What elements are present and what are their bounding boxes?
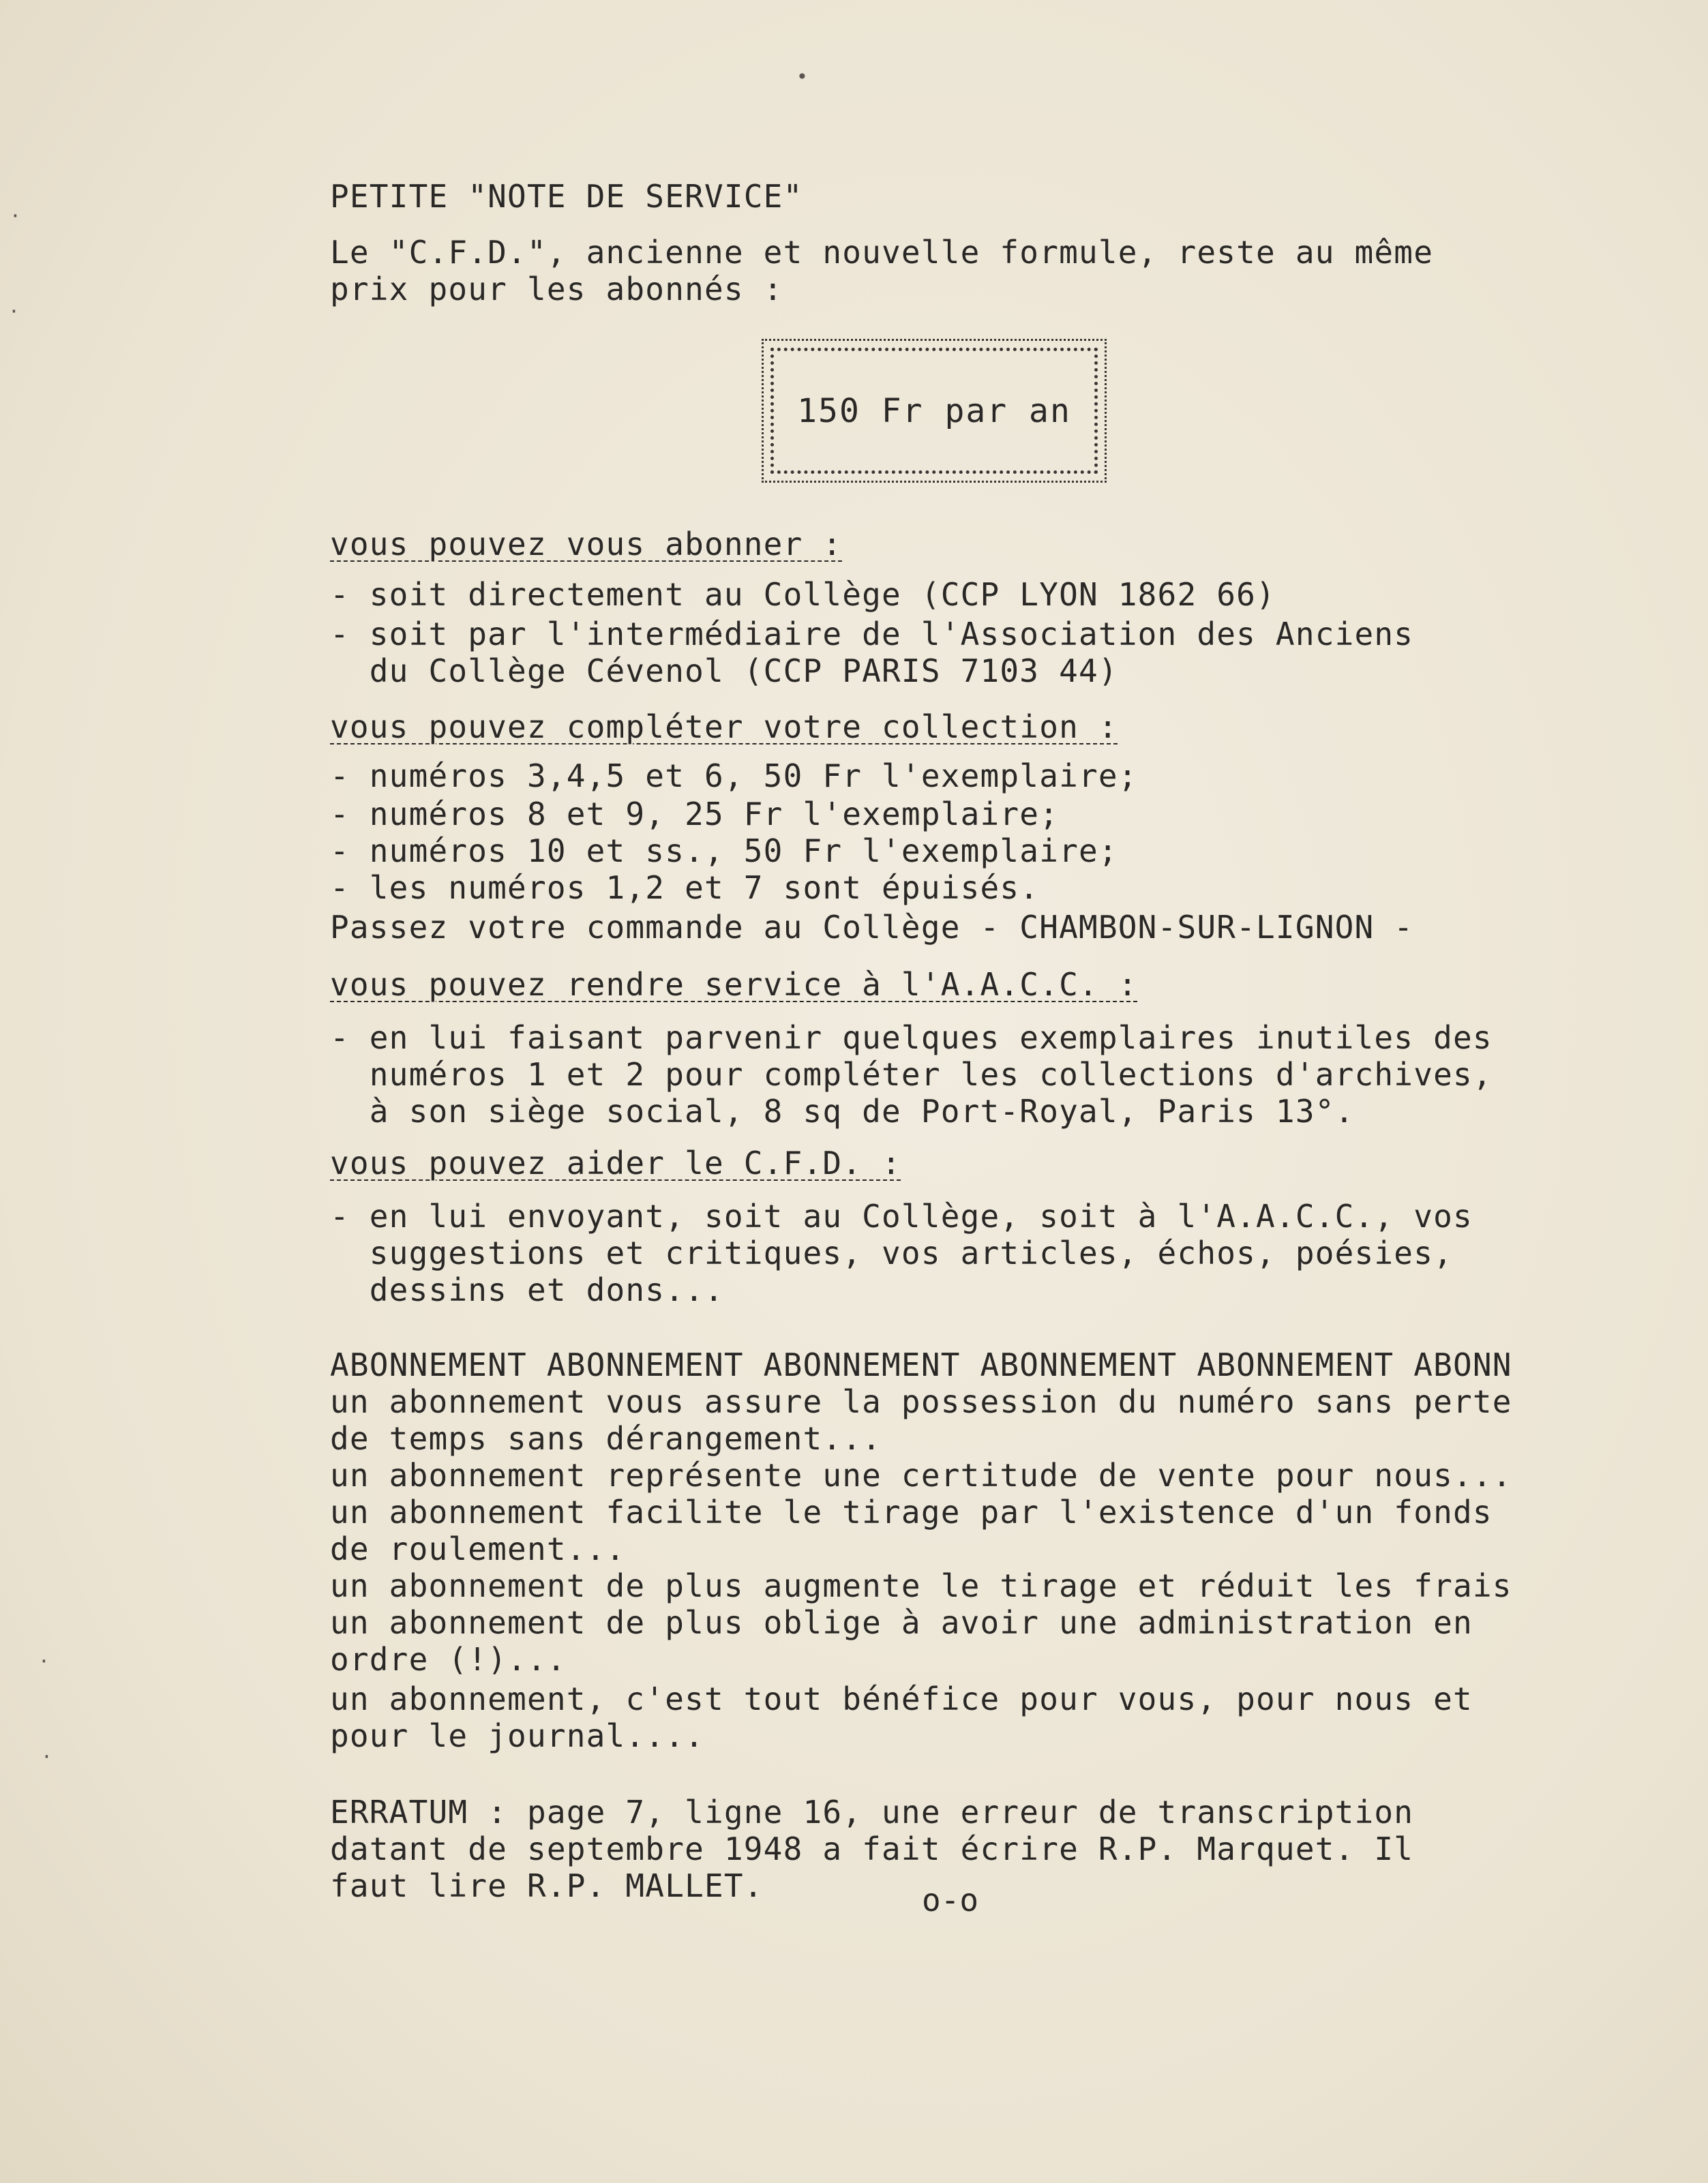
abonnement-line: un abonnement de plus oblige à avoir une administration en [330, 1604, 1473, 1641]
intro-line: Le "C.F.D.", ancienne et nouvelle formule, reste au même [330, 234, 1434, 271]
section-heading-aider: vous pouvez aider le C.F.D. : [330, 1145, 901, 1181]
intro-line: prix pour les abonnés : [330, 271, 783, 307]
abonnement-line: un abonnement, c'est tout bénéfice pour vous, pour nous et [330, 1681, 1473, 1717]
margin-speck: · [8, 300, 20, 322]
service-line: à son siège social, 8 sq de Port-Royal, Paris 13°. [330, 1093, 1355, 1130]
abonnement-line: un abonnement représente une certitude de vente pour nous... [330, 1457, 1512, 1494]
abonnement-line: de temps sans dérangement... [330, 1420, 882, 1457]
end-mark: o-o [922, 1882, 979, 1918]
service-line: numéros 1 et 2 pour compléter les collections d'archives, [330, 1056, 1493, 1093]
margin-speck: · [41, 1745, 53, 1768]
abonnement-line: un abonnement facilite le tirage par l'existence d'un fonds [330, 1494, 1493, 1531]
abonnement-line: un abonnement vous assure la possession du numéro sans perte [330, 1383, 1512, 1420]
price-text: 150 Fr par an [797, 391, 1071, 430]
collection-line: - les numéros 1,2 et 7 sont épuisés. [330, 869, 1040, 906]
margin-speck: · [38, 1650, 50, 1672]
section-heading-collection: vous pouvez compléter votre collection : [330, 708, 1118, 745]
collection-line: - numéros 10 et ss., 50 Fr l'exemplaire; [330, 832, 1118, 869]
erratum-line: faut lire R.P. MALLET. [330, 1867, 764, 1904]
collection-line: Passez votre commande au Collège - CHAMBON-SUR-LIGNON - [330, 909, 1414, 946]
collection-line: - numéros 3,4,5 et 6, 50 Fr l'exemplaire; [330, 757, 1138, 794]
abonner-line: - soit directement au Collège (CCP LYON 1862 66) [330, 576, 1276, 613]
aider-line: suggestions et critiques, vos articles, échos, poésies, [330, 1235, 1453, 1271]
abonnement-line: ordre (!)... [330, 1641, 567, 1678]
punch-dot: • [796, 65, 808, 88]
section-heading-service: vous pouvez rendre service à l'A.A.C.C. : [330, 966, 1138, 1003]
abonnement-banner: ABONNEMENT ABONNEMENT ABONNEMENT ABONNEMENT ABONNEMENT ABONN [330, 1346, 1512, 1383]
abonnement-line: un abonnement de plus augmente le tirage et réduit les frais [330, 1567, 1512, 1604]
margin-speck: · [10, 205, 21, 227]
abonner-line: - soit par l'intermédiaire de l'Association des Anciens [330, 616, 1414, 652]
aider-line: dessins et dons... [330, 1271, 724, 1308]
section-heading-abonner: vous pouvez vous abonner : [330, 526, 843, 562]
erratum-line: datant de septembre 1948 a fait écrire R.P. Marquet. Il [330, 1831, 1414, 1867]
price-box [770, 348, 1098, 474]
note-title: PETITE "NOTE DE SERVICE" [330, 178, 803, 215]
abonnement-line: de roulement... [330, 1531, 626, 1567]
aider-line: - en lui envoyant, soit au Collège, soit à l'A.A.C.C., vos [330, 1198, 1473, 1235]
abonner-line: du Collège Cévenol (CCP PARIS 7103 44) [330, 652, 1118, 689]
service-line: - en lui faisant parvenir quelques exemplaires inutiles des [330, 1019, 1493, 1056]
abonnement-line: pour le journal.... [330, 1717, 704, 1754]
erratum-line: ERRATUM : page 7, ligne 16, une erreur de transcription [330, 1794, 1414, 1831]
collection-line: - numéros 8 et 9, 25 Fr l'exemplaire; [330, 796, 1060, 832]
